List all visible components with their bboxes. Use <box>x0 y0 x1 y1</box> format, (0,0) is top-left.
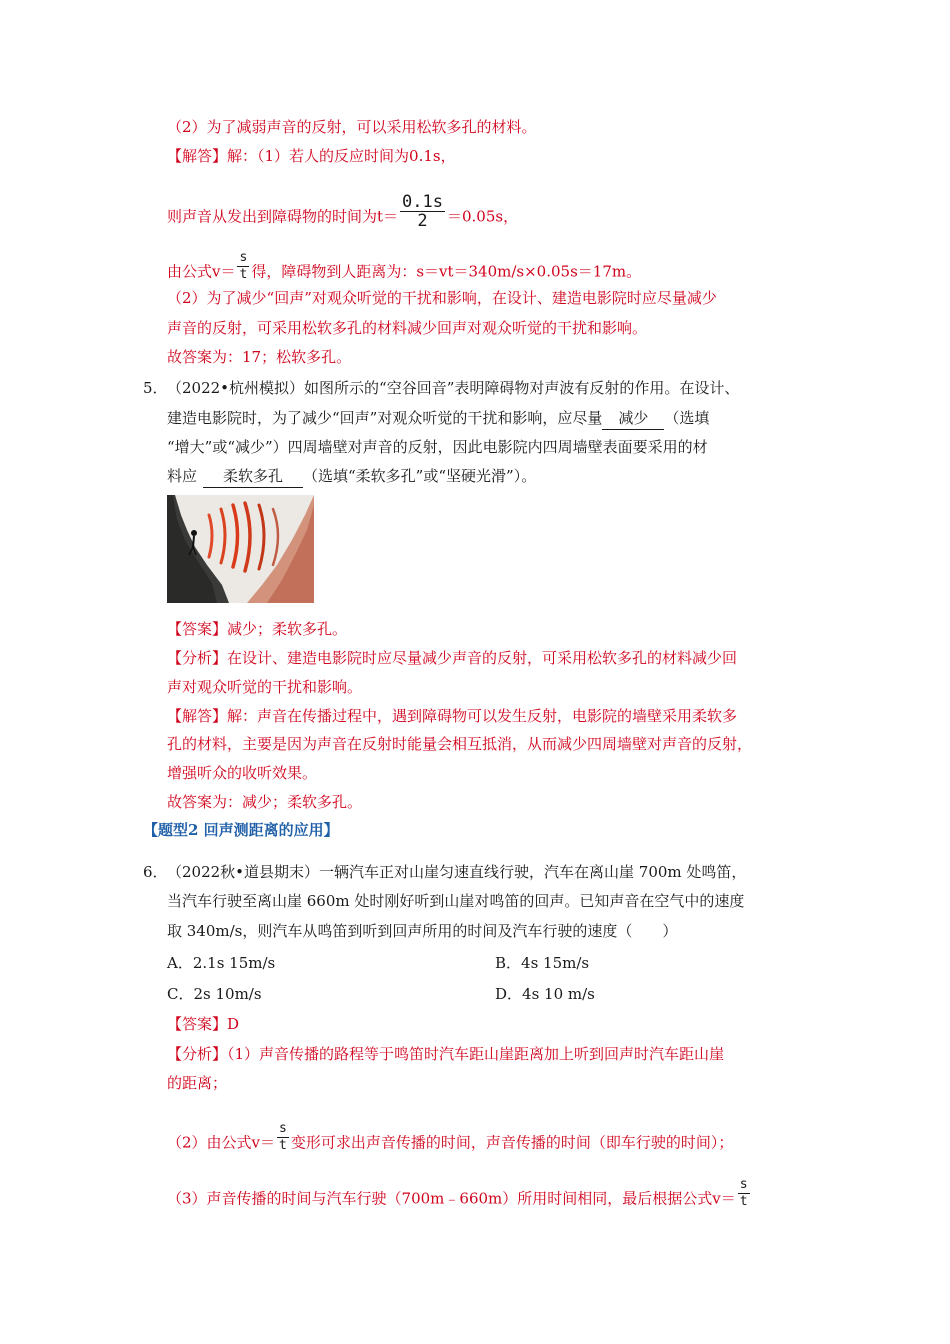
q5-analysis-line2: 声对观众听觉的干扰和影响。 <box>167 678 363 696</box>
q5-blank1: 减少 <box>602 407 664 430</box>
q6-analysis-line4: （3）声音传播的时间与汽车行驶（700m﹣660m）所用时间相同，最后根据公式v＝ $\frac{s}{t}$ <box>167 1177 748 1209</box>
prev-solution-line2: 则声音从发出到障碍物的时间为t＝ $\frac{0.1s}{2}$ ＝0.05s， <box>167 192 519 231</box>
q5-solution-line1: 【解答】解：声音在传播过程中，遇到障碍物可以发生反射，电影院的墙壁采用柔软多 <box>167 707 738 725</box>
q5-line4: 料应 柔软多孔 （选填“柔软多孔”或“坚硬光滑”）。 <box>167 465 536 488</box>
fraction-s-over-t: $\frac{s}{t}$ <box>279 1121 287 1153</box>
prev-solution-line4: （2）为了减少“回声”对观众听觉的干扰和影响，在设计、建造电影院时应尽量减少 <box>167 289 717 307</box>
prev-solution-line1: 【解答】解：（1）若人的反应时间为0.1s， <box>167 147 456 165</box>
section-heading: 【题型2 回声测距离的应用】 <box>143 821 339 839</box>
solution-tag: 【解答】 <box>167 147 228 165</box>
q6-option-d: D．4s 10 m/s <box>495 985 595 1003</box>
q5-solution-line3: 增强听众的收听效果。 <box>167 764 318 782</box>
fraction-s-over-t: $\frac{s}{t}$ <box>739 1177 748 1209</box>
prev-line1: （2）为了减弱声音的反射，可以采用松软多孔的材料。 <box>167 118 537 136</box>
fraction-time: $\frac{0.1s}{2}$ <box>402 192 443 231</box>
q6-line2: 当汽车行驶至离山崖 660m 处时刚好听到山崖对鸣笛的回声。已知声音在空气中的速度 <box>167 892 745 910</box>
q5-line3: “增大”或“减少”）四周墙壁对声音的反射，因此电影院内四周墙壁表面要采用的材 <box>167 438 708 456</box>
q6-option-b: B．4s 15m/s <box>495 954 590 972</box>
q5-solution-line2: 孔的材料，主要是因为声音在反射时能量会相互抵消，从而减少四周墙壁对声音的反射， <box>167 735 753 753</box>
q6-analysis-line3: （2）由公式v＝ $\frac{s}{t}$ 变形可求出声音传播的时间，声音传播的时间（即车行驶的时间）； <box>167 1121 734 1153</box>
q6-answer: 【答案】D <box>167 1015 240 1033</box>
q5-number: 5． <box>143 379 168 397</box>
q5-line2: 建造电影院时，为了减少“回声”对观众听觉的干扰和影响，应尽量 减少 （选填 <box>167 407 709 430</box>
echo-valley-illustration <box>167 495 314 603</box>
q6-option-c: C．2s 10m/s <box>167 985 262 1003</box>
fraction-s-over-t: $\frac{s}{t}$ <box>239 250 248 282</box>
q5-answer: 【答案】减少；柔软多孔。 <box>167 620 348 638</box>
q5-blank2: 柔软多孔 <box>203 465 303 488</box>
q6-line3: 取 340m/s，则汽车从鸣笛到听到回声所用的时间及汽车行驶的速度（ ） <box>167 922 678 940</box>
prev-final-answer: 故答案为：17；松软多孔。 <box>167 348 352 366</box>
q6-analysis-line1: 【分析】（1）声音传播的路程等于鸣笛时汽车距山崖距离加上听到回声时汽车距山崖 <box>167 1045 725 1063</box>
q6-line1: （2022秋•道县期末）一辆汽车正对山崖匀速直线行驶，汽车在离山崖 700m 处鸣笛， <box>167 863 747 881</box>
q6-number: 6． <box>143 863 168 881</box>
prev-solution-line5: 声音的反射，可采用松软多孔的材料减少回声对观众听觉的干扰和影响。 <box>167 319 648 337</box>
q6-option-a: A．2.1s 15m/s <box>167 954 276 972</box>
prev-solution-line3: 由公式v＝ $\frac{s}{t}$ 得，障碍物到人距离为：s＝vt＝340m/s×0.05s＝17m。 <box>167 250 642 282</box>
q5-final-answer: 故答案为：减少；柔软多孔。 <box>167 793 363 811</box>
echo-valley-figure <box>167 495 314 603</box>
q5-line1: （2022•杭州模拟）如图所示的“空谷回音”表明障碍物对声波有反射的作用。在设计、 <box>167 379 740 397</box>
q5-analysis-line1: 【分析】在设计、建造电影院时应尽量减少声音的反射，可采用松软多孔的材料减少回 <box>167 649 738 667</box>
q6-analysis-line2: 的距离； <box>167 1074 228 1092</box>
